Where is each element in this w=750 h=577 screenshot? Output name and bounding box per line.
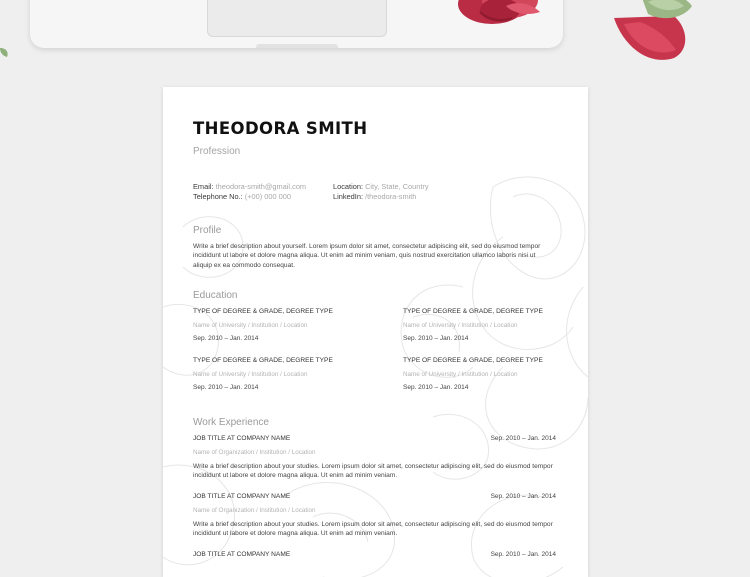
job-description: Write a brief description about your studies. Lorem ipsum dolor sit amet, consectetur adipiscing elit, sed do eiusmod tempor incididunt ut labore et dolore magna aliqua. Ut enim ad minim veniam. bbox=[193, 521, 553, 538]
education-dates: Sep. 2010 – Jan. 2014 bbox=[193, 335, 259, 342]
education-institution: Name of University / Institution / Location bbox=[193, 371, 308, 378]
job-organization: Name of Organization / Institution / Location bbox=[193, 507, 316, 514]
education-heading: Education bbox=[193, 290, 238, 301]
contact-linkedin bbox=[333, 192, 416, 202]
education-institution: Name of University / Institution / Location bbox=[193, 322, 308, 329]
education-dates: Sep. 2010 – Jan. 2014 bbox=[193, 384, 259, 391]
contact-location bbox=[333, 182, 429, 192]
profile-heading: Profile bbox=[193, 225, 222, 236]
email-value: theodora-smith@gmail.com bbox=[215, 182, 307, 191]
job-dates: Sep. 2010 – Jan. 2014 bbox=[490, 435, 556, 442]
resume-profession: Profession bbox=[193, 146, 241, 157]
education-institution: Name of University / Institution / Location bbox=[403, 322, 518, 329]
laptop-notch bbox=[256, 44, 338, 48]
telephone-label: Telephone No.: bbox=[193, 192, 243, 201]
education-degree: TYPE OF DEGREE & GRADE, DEGREE TYPE bbox=[403, 357, 543, 364]
location-value: City, State, Country bbox=[365, 182, 429, 191]
rose-flower-right bbox=[604, 0, 704, 68]
job-description: Write a brief description about your studies. Lorem ipsum dolor sit amet, consectetur adipiscing elit, sed do eiusmod tempor incididunt ut labore et dolore magna aliqua. Ut enim ad minim veniam. bbox=[193, 463, 553, 480]
education-dates: Sep. 2010 – Jan. 2014 bbox=[403, 384, 469, 391]
contact-email bbox=[193, 182, 306, 192]
education-degree: TYPE OF DEGREE & GRADE, DEGREE TYPE bbox=[193, 357, 333, 364]
job-title: JOB TITLE AT COMPANY NAME bbox=[193, 551, 291, 558]
linkedin-value: /theodora-smith bbox=[365, 192, 417, 201]
contact-telephone bbox=[193, 192, 291, 202]
telephone-value: (+00) 000 000 bbox=[244, 192, 292, 201]
email-label: Email: bbox=[193, 182, 214, 191]
education-degree: TYPE OF DEGREE & GRADE, DEGREE TYPE bbox=[403, 308, 543, 315]
education-dates: Sep. 2010 – Jan. 2014 bbox=[403, 335, 469, 342]
education-institution: Name of University / Institution / Location bbox=[403, 371, 518, 378]
resume-paper bbox=[163, 87, 588, 577]
work-heading: Work Experience bbox=[193, 417, 269, 428]
education-degree: TYPE OF DEGREE & GRADE, DEGREE TYPE bbox=[193, 308, 333, 315]
leaf-decoration bbox=[0, 46, 10, 58]
job-dates: Sep. 2010 – Jan. 2014 bbox=[490, 551, 556, 558]
job-title: JOB TITLE AT COMPANY NAME bbox=[193, 435, 291, 442]
job-dates: Sep. 2010 – Jan. 2014 bbox=[490, 493, 556, 500]
profile-text: Write a brief description about yourself. Lorem ipsum dolor sit amet, consectetur adipiscing elit, sed do eiusmod tempor incididunt ut labore et dolore magna aliqua. Ut enim ad minim veniam, quis nostrud exercitation ullamco laboris nisi ut aliquip ex ea commodo consequat. bbox=[193, 243, 541, 269]
job-organization: Name of Organization / Institution / Location bbox=[193, 449, 316, 456]
linkedin-label: LinkedIn: bbox=[333, 192, 363, 201]
location-label: Location: bbox=[333, 182, 363, 191]
laptop-trackpad bbox=[207, 0, 387, 37]
rose-flower-left bbox=[450, 0, 550, 32]
resume-name: THEODORA SMITH bbox=[193, 119, 368, 138]
job-title: JOB TITLE AT COMPANY NAME bbox=[193, 493, 291, 500]
